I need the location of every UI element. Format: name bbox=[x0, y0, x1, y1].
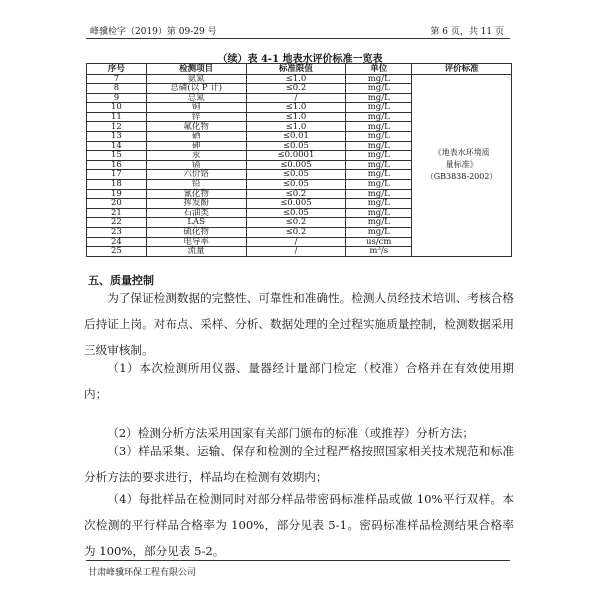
col-header-limit: 标准限值 bbox=[246, 64, 346, 75]
limit-value: ≤1.0 bbox=[246, 122, 346, 132]
paragraph-intro: 为了保证检测数据的完整性、可靠性和准确性。检测人员经技术培训、考核合格后持证上岗。对布点、采样、分析、数据处理的全过程实施质量控制，检测数据采用三级审核制。 bbox=[84, 291, 514, 357]
standards-table bbox=[86, 63, 512, 257]
unit: mg/L bbox=[346, 103, 412, 113]
report-number: 峰骥检字（2019）第 09-29 号 bbox=[90, 27, 217, 37]
row-number: 22 bbox=[87, 218, 147, 228]
col-header-standard: 评价标准 bbox=[412, 64, 512, 75]
unit: m³/s bbox=[346, 247, 412, 257]
paragraph-item-2: （2）检测分析方法采用国家有关部门颁布的标准（或推荐）分析方法； bbox=[107, 426, 474, 440]
unit: mg/L bbox=[346, 84, 412, 94]
standard-line: 量标准》 bbox=[445, 160, 478, 170]
test-item: 挥发酚 bbox=[146, 199, 246, 209]
table-header-row bbox=[87, 64, 512, 75]
standard-line: （GB3838-2002） bbox=[425, 172, 498, 182]
limit-value: ≤0.05 bbox=[246, 180, 346, 190]
row-number: 14 bbox=[87, 141, 147, 151]
test-item: 硒 bbox=[146, 132, 246, 142]
row-number: 12 bbox=[87, 122, 147, 132]
unit: mg/L bbox=[346, 141, 412, 151]
row-number: 18 bbox=[87, 180, 147, 190]
row-number: 8 bbox=[87, 84, 147, 94]
unit: mg/L bbox=[346, 151, 412, 161]
limit-value: / bbox=[246, 93, 346, 103]
col-header-no: 序号 bbox=[87, 64, 147, 75]
page-info: 第 6 页，共 11 页 bbox=[430, 27, 504, 37]
paragraph-item-3: （3）样品采集、运输、保存和检测的全过程严格按照国家相关技术规范和标准分析方法的要求进行，样品均在检测有效期内； bbox=[84, 444, 514, 484]
limit-value: ≤0.2 bbox=[246, 84, 346, 94]
evaluation-standard bbox=[412, 74, 512, 256]
test-item: 锌 bbox=[146, 112, 246, 122]
company-name: 甘肃峰骥环保工程有限公司 bbox=[88, 568, 197, 578]
unit: mg/L bbox=[346, 189, 412, 199]
test-item: 镉 bbox=[146, 160, 246, 170]
test-item: 流量 bbox=[146, 247, 246, 257]
limit-value: / bbox=[246, 237, 346, 247]
unit: mg/L bbox=[346, 199, 412, 209]
row-number: 19 bbox=[87, 189, 147, 199]
test-item: 砷 bbox=[146, 141, 246, 151]
row-number: 24 bbox=[87, 237, 147, 247]
test-item: 汞 bbox=[146, 151, 246, 161]
limit-value: ≤0.005 bbox=[246, 160, 346, 170]
paragraph-item-1: （1）本次检测所用仪器、量器经计量部门检定（校准）合格并在有效使用期内； bbox=[84, 361, 514, 401]
unit: mg/L bbox=[346, 122, 412, 132]
unit: mg/L bbox=[346, 93, 412, 103]
row-number: 17 bbox=[87, 170, 147, 180]
limit-value: ≤0.05 bbox=[246, 141, 346, 151]
unit: mg/L bbox=[346, 218, 412, 228]
test-item: 铜 bbox=[146, 103, 246, 113]
unit: mg/L bbox=[346, 160, 412, 170]
row-number: 21 bbox=[87, 208, 147, 218]
limit-value: ≤1.0 bbox=[246, 74, 346, 84]
limit-value: ≤0.005 bbox=[246, 199, 346, 209]
unit: us/cm bbox=[346, 237, 412, 247]
unit: mg/L bbox=[346, 112, 412, 122]
row-number: 7 bbox=[87, 74, 147, 84]
table-title: （续）表 4-1 地表水评价标准一览表 bbox=[217, 54, 383, 65]
limit-value: ≤0.01 bbox=[246, 132, 346, 142]
test-item: 氰化物 bbox=[146, 189, 246, 199]
test-item: 总磷(以 P 计) bbox=[146, 84, 246, 94]
table-row bbox=[87, 74, 512, 84]
test-item: 氨氮 bbox=[146, 74, 246, 84]
standard-line: 《地表水环境质 bbox=[433, 148, 490, 158]
header-divider bbox=[86, 38, 510, 39]
limit-value: ≤1.0 bbox=[246, 112, 346, 122]
row-number: 15 bbox=[87, 151, 147, 161]
test-item: 六价铬 bbox=[146, 170, 246, 180]
limit-value: ≤1.0 bbox=[246, 103, 346, 113]
footer-divider bbox=[86, 560, 510, 561]
unit: mg/L bbox=[346, 180, 412, 190]
limit-value: ≤0.2 bbox=[246, 218, 346, 228]
test-item: 电导率 bbox=[146, 237, 246, 247]
unit: mg/L bbox=[346, 228, 412, 238]
test-item: 总氮 bbox=[146, 93, 246, 103]
row-number: 16 bbox=[87, 160, 147, 170]
row-number: 25 bbox=[87, 247, 147, 257]
unit: mg/L bbox=[346, 74, 412, 84]
row-number: 20 bbox=[87, 199, 147, 209]
test-item: 硫化物 bbox=[146, 228, 246, 238]
col-header-unit: 单位 bbox=[346, 64, 412, 75]
test-item: LAS bbox=[146, 218, 246, 228]
row-number: 9 bbox=[87, 93, 147, 103]
unit: mg/L bbox=[346, 132, 412, 142]
row-number: 23 bbox=[87, 228, 147, 238]
section-title: 五、质量控制 bbox=[88, 274, 154, 287]
limit-value: ≤0.2 bbox=[246, 228, 346, 238]
col-header-item: 检测项目 bbox=[146, 64, 246, 75]
limit-value: ≤0.0001 bbox=[246, 151, 346, 161]
limit-value: ≤0.05 bbox=[246, 170, 346, 180]
limit-value: ≤0.2 bbox=[246, 189, 346, 199]
test-item: 石油类 bbox=[146, 208, 246, 218]
limit-value: / bbox=[246, 247, 346, 257]
limit-value: ≤0.05 bbox=[246, 208, 346, 218]
row-number: 11 bbox=[87, 112, 147, 122]
unit: mg/L bbox=[346, 170, 412, 180]
unit: mg/L bbox=[346, 208, 412, 218]
test-item: 铅 bbox=[146, 180, 246, 190]
row-number: 13 bbox=[87, 132, 147, 142]
test-item: 氟化物 bbox=[146, 122, 246, 132]
row-number: 10 bbox=[87, 103, 147, 113]
paragraph-item-4: （4）每批样品在检测同时对部分样品带密码标准样品或做 10%平行双样。本次检测的平行样品合格率为 100%，部分见表 5-1。密码标准样品检测结果合格率为 100%，部分见表 5-2。 bbox=[84, 492, 514, 558]
